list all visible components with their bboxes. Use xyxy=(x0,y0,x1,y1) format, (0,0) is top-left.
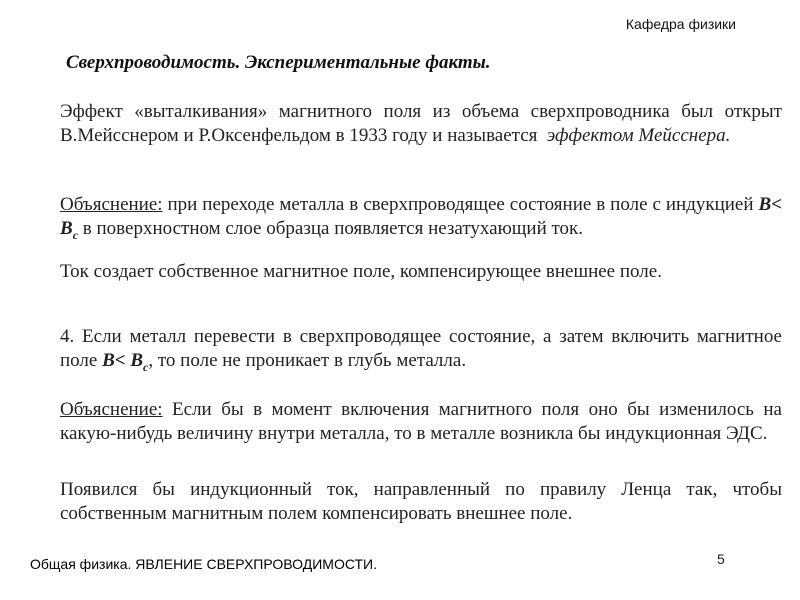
symbol-subscript-c: c xyxy=(143,359,149,374)
symbol-less-than: < xyxy=(771,194,782,215)
symbol-subscript-c: c xyxy=(72,227,79,242)
symbol-b: B xyxy=(758,194,772,215)
paragraph-text: Эффект «выталкивания» магнитного поля из объема сверхпроводника был открыт В.Мейсснером и Р.Оксенфельдом в 1933 году и называется xyxy=(60,101,782,146)
symbol-bc: B xyxy=(60,218,73,239)
paragraph-lenz: Появился бы индукционный ток, направленный по правилу Ленца так, чтобы собственным магнитным полем компенсировать внешнее поле. xyxy=(60,479,782,524)
paragraph-explanation-1 xyxy=(60,193,782,247)
page-number: 5 xyxy=(717,551,725,567)
paragraph-text: 4. Если металл перевести в сверхпроводящее состояние, а затем включить магнитное поле xyxy=(60,326,782,371)
explanation-label: Объяснение: xyxy=(60,399,163,420)
paragraph-text: , то поле не проникает в глубь металла. xyxy=(148,350,467,371)
symbol-b: B xyxy=(102,350,115,371)
paragraph-meissner-discovery xyxy=(60,100,782,148)
department-header: Кафедра физики xyxy=(625,16,736,32)
paragraph-text: при переходе металла в сверхпроводящее состояние в поле с индукцией xyxy=(162,194,759,215)
explanation-label: Объяснение: xyxy=(60,194,163,215)
footer-course-title: Общая физика. ЯВЛЕНИЕ СВЕРХПРОВОДИМОСТИ. xyxy=(30,556,377,572)
slide-title: Сверхпроводимость. Экспериментальные факты. xyxy=(66,52,491,73)
symbol-bc: B xyxy=(130,350,144,371)
paragraph-text: Если бы в момент включения магнитного поля оно бы изменилось на какую-нибудь величину внутри металла, то в металле возникла бы индукционная ЭДС. xyxy=(60,399,782,444)
meissner-effect-term: эффектом Мейсснера. xyxy=(546,125,731,146)
paragraph-text: в поверхностном слое образца появляется незатухающий ток. xyxy=(78,218,584,239)
paragraph-current-field: Ток создает собственное магнитное поле, компенсирующее внешнее поле. xyxy=(60,261,662,282)
symbol-less-than: < xyxy=(114,350,126,371)
paragraph-explanation-2 xyxy=(60,398,782,446)
paragraph-fact-4 xyxy=(60,325,782,379)
